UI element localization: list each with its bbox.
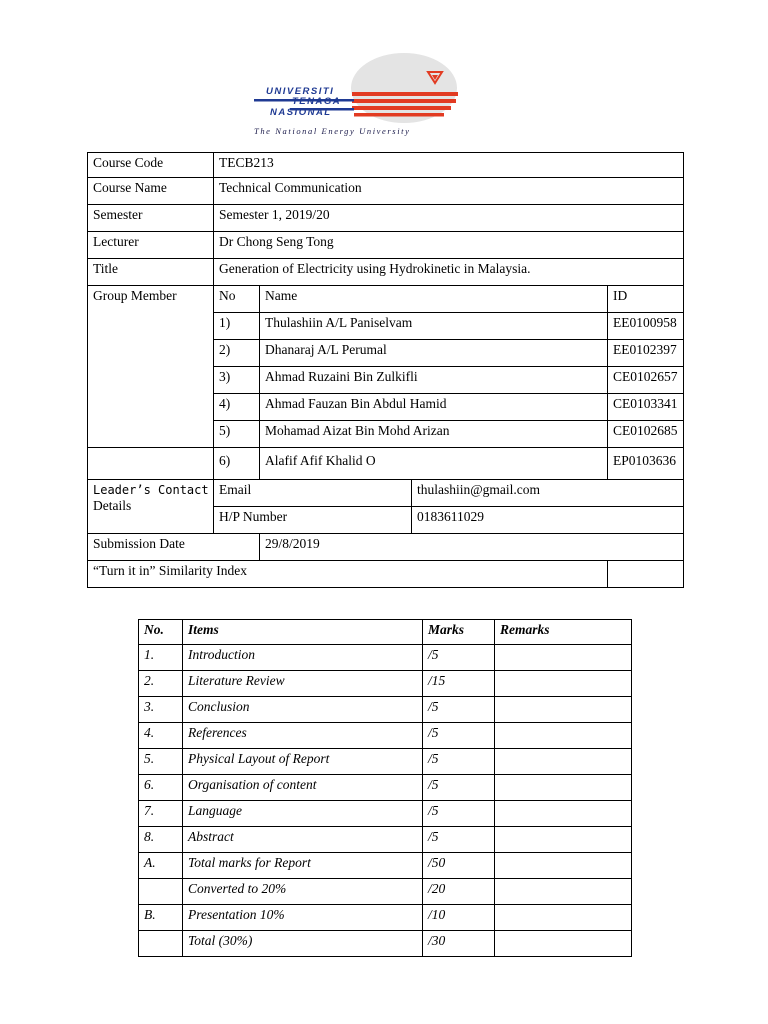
submission-date-label: Submission Date [88,534,260,561]
marks-row-no: A. [139,853,183,879]
marks-row-remarks [495,931,632,957]
logo-line-3: NASIONAL [270,107,332,118]
marks-row-marks: /50 [423,853,495,879]
member-name: Ahmad Fauzan Bin Abdul Hamid [260,394,608,421]
marks-header-no: No. [139,620,183,645]
title-label: Title [88,259,214,286]
course-code-value: TECB213 [214,153,684,178]
marks-row-marks: /10 [423,905,495,931]
member-no: 6) [214,448,260,480]
marks-row-item: Organisation of content [183,775,423,801]
marks-row-remarks [495,723,632,749]
marks-row-no: 2. [139,671,183,697]
logo-line-1: UNIVERSITI [266,86,335,97]
member-no: 2) [214,340,260,367]
marks-header-marks: Marks [423,620,495,645]
marks-row-marks: /5 [423,749,495,775]
semester-label: Semester [88,205,214,232]
member-id: EE0100958 [608,313,684,340]
marks-row-no [139,879,183,905]
marks-row-marks: /5 [423,645,495,671]
submission-date-value: 29/8/2019 [260,534,684,561]
leader-contact-label-line1: Leader’s Contact [93,483,209,497]
marks-row-marks: /5 [423,723,495,749]
member-id: CE0102657 [608,367,684,394]
marks-row-item: References [183,723,423,749]
marks-row-item: Converted to 20% [183,879,423,905]
email-value: thulashiin@gmail.com [412,480,684,507]
marks-row-item: Conclusion [183,697,423,723]
marks-row-no: 6. [139,775,183,801]
members-header-no: No [214,286,260,313]
course-name-value: Technical Communication [214,178,684,205]
marks-row-item: Physical Layout of Report [183,749,423,775]
hp-number-label: H/P Number [214,507,412,534]
members-header-id: ID [608,286,684,313]
marks-row-marks: /5 [423,827,495,853]
course-code-label: Course Code [88,153,214,178]
marks-row-remarks [495,749,632,775]
marks-table [138,619,632,957]
member-id: CE0103341 [608,394,684,421]
marks-row-item: Language [183,801,423,827]
hp-number-value: 0183611029 [412,507,684,534]
marks-row-marks: /5 [423,697,495,723]
member-id: EE0102397 [608,340,684,367]
title-value: Generation of Electricity using Hydrokinetic in Malaysia. [214,259,684,286]
marks-row-marks: /15 [423,671,495,697]
member-id: EP0103636 [608,448,684,480]
email-label: Email [214,480,412,507]
member-id: CE0102685 [608,421,684,448]
group-member-label: Group Member [88,286,214,448]
leader-contact-label [88,480,214,534]
member-name: Dhanaraj A/L Perumal [260,340,608,367]
marks-row-item: Introduction [183,645,423,671]
marks-row-no: 7. [139,801,183,827]
member-name: Thulashiin A/L Paniselvam [260,313,608,340]
semester-value: Semester 1, 2019/20 [214,205,684,232]
marks-row-item: Total (30%) [183,931,423,957]
members-header-name: Name [260,286,608,313]
marks-row-remarks [495,853,632,879]
marks-row-remarks [495,671,632,697]
course-name-label: Course Name [88,178,214,205]
similarity-index-value [608,561,684,588]
marks-row-item: Total marks for Report [183,853,423,879]
marks-row-remarks [495,775,632,801]
marks-row-marks: /5 [423,775,495,801]
member-no: 4) [214,394,260,421]
member-no: 5) [214,421,260,448]
marks-row-no [139,931,183,957]
marks-header-remarks: Remarks [495,620,632,645]
member-name: Ahmad Ruzaini Bin Zulkifli [260,367,608,394]
marks-row-remarks [495,645,632,671]
logo-line-2: TENAGA [292,96,342,107]
marks-row-item: Literature Review [183,671,423,697]
marks-row-remarks [495,879,632,905]
marks-row-no: 3. [139,697,183,723]
marks-row-no: 1. [139,645,183,671]
leader-contact-label-line2: Details [93,498,132,513]
member-no: 3) [214,367,260,394]
marks-row-remarks [495,697,632,723]
marks-row-no: 8. [139,827,183,853]
similarity-index-label: “Turn it in” Similarity Index [88,561,608,588]
marks-row-no: 5. [139,749,183,775]
marks-row-item: Presentation 10% [183,905,423,931]
marks-header-items: Items [183,620,423,645]
lecturer-value: Dr Chong Seng Tong [214,232,684,259]
marks-row-remarks [495,905,632,931]
lecturer-label: Lecturer [88,232,214,259]
logo-tagline: The National Energy University [254,126,411,136]
member-no: 1) [214,313,260,340]
marks-row-remarks [495,827,632,853]
member-name: Mohamad Aizat Bin Mohd Arizan [260,421,608,448]
marks-row-marks: /5 [423,801,495,827]
marks-row-remarks [495,801,632,827]
marks-row-item: Abstract [183,827,423,853]
member-name: Alafif Afif Khalid O [260,448,608,480]
marks-row-marks: /30 [423,931,495,957]
marks-row-no: 4. [139,723,183,749]
group-member-label-continued [88,448,214,480]
marks-row-marks: /20 [423,879,495,905]
marks-row-no: B. [139,905,183,931]
course-info-table [87,152,684,588]
